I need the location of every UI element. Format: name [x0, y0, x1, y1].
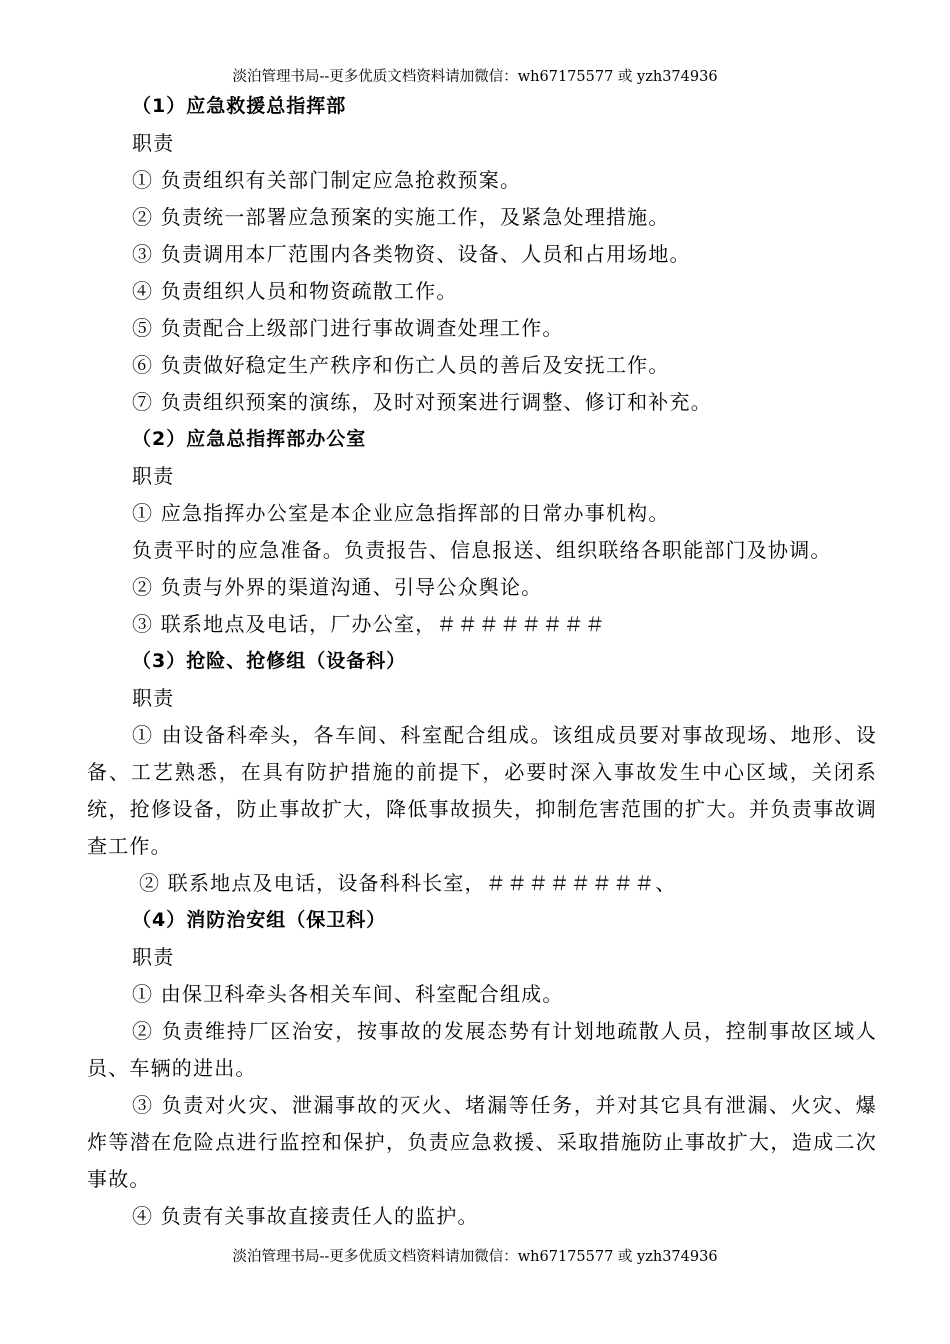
- section-2-heading: （2）应急总指挥部办公室: [132, 428, 367, 450]
- section-4-item-2: ② 负责维持厂区治安，按事故的发展态势有计划地疏散人员，控制事故区域人员、车辆的进出。: [87, 1019, 877, 1080]
- section-4-item-1: ① 由保卫科牵头各相关车间、科室配合组成。: [132, 982, 564, 1006]
- section-3-item-1: ① 由设备科牵头，各车间、科室配合组成。该组成员要对事故现场、地形、设备、工艺熟悉，在具有防护措施的前提下，必要时深入事故发生中心区域，关闭系统，抢修设备，防止事故扩大，降低事故损失，抑制危害范围的扩大。并负责事故调查工作。: [87, 723, 877, 858]
- page-header-watermark: 淡泊管理书局--更多优质文档资料请加微信：wh67175577 或 yzh374936: [232, 69, 718, 85]
- section-4-duty-label: 职责: [132, 945, 175, 969]
- section-1-item-5: ⑤ 负责配合上级部门进行事故调查处理工作。: [132, 316, 564, 340]
- section-4-item-4: ④ 负责有关事故直接责任人的监护。: [132, 1204, 479, 1228]
- section-1-item-1: ① 负责组织有关部门制定应急抢救预案。: [132, 168, 522, 192]
- section-2-item-1: ① 应急指挥办公室是本企业应急指挥部的日常办事机构。: [132, 501, 670, 525]
- section-1-item-6: ⑥ 负责做好稳定生产秩序和伤亡人员的善后及安抚工作。: [132, 353, 670, 377]
- section-1-item-4: ④ 负责组织人员和物资疏散工作。: [132, 279, 458, 303]
- section-3-heading: （3）抢险、抢修组（设备科）: [132, 650, 407, 672]
- section-4-item-3: ③ 负责对火灾、泄漏事故的灭火、堵漏等任务，并对其它具有泄漏、火灾、爆炸等潜在危险点进行监控和保护，负责应急救援、采取措施防止事故扩大，造成二次事故。: [87, 1093, 877, 1191]
- section-1-duty-label: 职责: [132, 131, 175, 155]
- section-3-item-2: ② 联系地点及电话，设备科科长室，＃＃＃＃＃＃＃＃、: [139, 871, 677, 895]
- section-2-item-2: ② 负责与外界的渠道沟通、引导公众舆论。: [132, 575, 543, 599]
- section-2-item-1-continuation: 负责平时的应急准备。负责报告、信息报送、组织联络各职能部门及协调。: [132, 538, 832, 562]
- section-1-item-7: ⑦ 负责组织预案的演练，及时对预案进行调整、修订和补充。: [132, 390, 712, 414]
- document-body: [87, 88, 877, 1235]
- section-4-heading: （4）消防治安组（保卫科）: [132, 909, 387, 931]
- page-footer-watermark: 淡泊管理书局--更多优质文档资料请加微信：wh67175577 或 yzh374936: [232, 1249, 718, 1265]
- section-1-item-3: ③ 负责调用本厂范围内各类物资、设备、人员和占用场地。: [132, 242, 691, 266]
- section-2-item-3: ③ 联系地点及电话，厂办公室，＃＃＃＃＃＃＃＃: [132, 612, 606, 636]
- section-1-heading: （1）应急救援总指挥部: [132, 95, 347, 117]
- section-1-item-2: ② 负责统一部署应急预案的实施工作，及紧急处理措施。: [132, 205, 670, 229]
- section-3-duty-label: 职责: [132, 686, 175, 710]
- section-2-duty-label: 职责: [132, 464, 175, 488]
